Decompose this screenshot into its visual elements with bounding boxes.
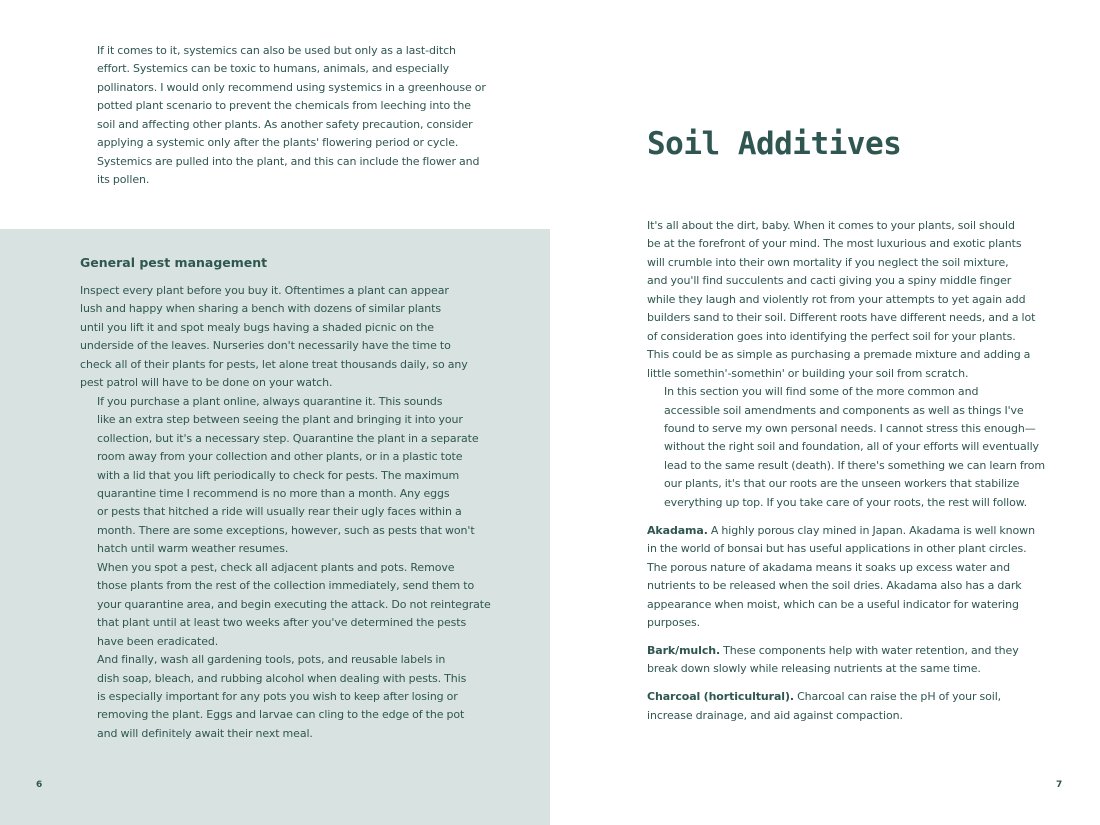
text-line: dish soap, bleach, and rubbing alcohol when dealing with pests. This (97, 671, 467, 685)
sidebar-paragraph-2 (80, 393, 480, 559)
text-line: increase drainage, and aid against compaction. (647, 708, 903, 722)
text-line: those plants from the rest of the collection immediately, send them to (97, 579, 475, 593)
text-line: hatch until warm weather resumes. (97, 542, 289, 556)
entry-term: Bark/mulch. (647, 643, 721, 657)
text-line: accessible soil amendments and components as well as things I've (664, 403, 1024, 417)
sidebar-body (80, 282, 491, 743)
text-line: or pests that hitched a ride will usually rear their ugly faces within a (97, 505, 462, 519)
text-line: month. There are some exceptions, however, such as pests that won't (97, 523, 475, 537)
text-line: its pollen. (97, 173, 150, 187)
text-line: and will definitely await their next meal. (97, 726, 313, 740)
text-line: until you lift it and spot mealy bugs having a shaded picnic on the (80, 320, 434, 334)
text-line: lead to the same result (death). If there's something we can learn from (664, 458, 1046, 472)
entry-text: Charcoal can raise the pH of your soil, (793, 690, 1002, 704)
text-line: will crumble into their own mortality if you neglect the soil mixture, (647, 255, 1009, 269)
text-line: our plants, it's that our roots are the unseen workers that stabilize (664, 477, 1020, 491)
text-line: The porous nature of akadama means it soaks up excess water and (647, 560, 1010, 574)
text-line: soil and affecting other plants. As another safety precaution, consider (97, 117, 473, 131)
sidebar-paragraph-1 (80, 282, 480, 393)
text-line: removing the plant. Eggs and larvae can cling to the edge of the pot (97, 708, 465, 722)
text-line: your quarantine area, and begin executing the attack. Do not reintegrate (97, 597, 491, 611)
text-line: little somethin'-somethin' or building your soil from scratch. (647, 366, 969, 380)
text-line: pest patrol will have to be done on your watch. (80, 376, 333, 390)
text-line: have been eradicated. (97, 634, 219, 648)
entry-text: These components help with water retention, and they (720, 643, 1019, 657)
text-line: quarantine time I recommend is no more than a month. Any eggs (97, 486, 450, 500)
entry-term: Charcoal (horticultural). (647, 690, 794, 704)
text-line: room away from your collection and other plants, or in a plastic tote (97, 450, 463, 464)
text-line: underside of the leaves. Nurseries don't necessarily have the time to (80, 339, 451, 353)
text-line: is especially important for any pots you wish to keep after losing or (97, 689, 458, 703)
text-line: of consideration goes into identifying the perfect soil for your plants. (647, 329, 1016, 343)
page-number: 6 (36, 780, 43, 790)
text-line: purposes. (647, 616, 701, 630)
entry-bark-mulch (647, 642, 1047, 679)
body-paragraph-2 (647, 383, 1047, 512)
text-line: And finally, wash all gardening tools, pots, and reusable labels in (97, 653, 446, 667)
entry-text: A highly porous clay mined in Japan. Akadama is well known (707, 523, 1035, 537)
text-line: nutrients to be released when the soil dries. Akadama also has a dark (647, 579, 1022, 593)
text-line: check all of their plants for pests, let alone treat thousands daily, so any (80, 357, 468, 371)
entry-akadama (647, 522, 1047, 633)
text-line: Systemics are pulled into the plant, and this can include the flower and (97, 154, 480, 168)
text-line: without the right soil and foundation, all of your efforts will eventually (664, 440, 1039, 454)
text-line: found to serve my own personal needs. I cannot stress this enough— (664, 421, 1036, 435)
text-line: and you'll find succulents and cacti giving you a spiny middle finger (647, 274, 1012, 288)
text-line: builders sand to their soil. Different roots have different needs, and a lot (647, 311, 1036, 325)
text-line: If it comes to it, systemics can also be used but only as a last-ditch (97, 44, 456, 57)
entry-term: Akadama. (647, 523, 708, 537)
text-line (647, 522, 1047, 540)
body-paragraph-1 (647, 217, 1047, 383)
text-line: In this section you will find some of the more common and (664, 385, 979, 399)
text-line: It's all about the dirt, baby. When it comes to your plants, soil should (647, 219, 1015, 232)
intro-paragraph (80, 42, 486, 190)
text-line: lush and happy when sharing a bench with dozens of similar plants (80, 302, 442, 316)
page-number: 7 (1056, 780, 1063, 790)
text-line: appearance when moist, which can be a useful indicator for watering (647, 597, 1019, 611)
text-line: effort. Systemics can be toxic to humans, animals, and especially (97, 62, 450, 76)
text-line: collection, but it's a necessary step. Quarantine the plant in a separate (97, 431, 479, 445)
text-line: If you purchase a plant online, always quarantine it. This sounds (97, 394, 443, 408)
text-line (647, 688, 1047, 706)
soil-additives-body (647, 217, 1047, 725)
section-title: Soil Additives (647, 126, 902, 162)
sidebar-heading: General pest management (80, 255, 268, 270)
text-line: in the world of bonsai but has useful applications in other plant circles. (647, 542, 1027, 556)
text-line: This could be as simple as purchasing a premade mixture and adding a (647, 348, 1031, 362)
intro-text (80, 42, 486, 190)
text-line: applying a systemic only after the plants' flowering period or cycle. (97, 136, 459, 150)
text-line: Inspect every plant before you buy it. Oftentimes a plant can appear (80, 284, 449, 297)
text-line: that plant until at least two weeks after you've determined the pests (97, 616, 467, 630)
text-line: while they laugh and violently rot from your attempts to yet again add (647, 292, 1026, 306)
text-line: everything up top. If you take care of your roots, the rest will follow. (664, 495, 1028, 509)
text-line: be at the forefront of your mind. The most luxurious and exotic plants (647, 237, 1022, 251)
entry-charcoal (647, 688, 1047, 725)
text-line: pollinators. I would only recommend using systemics in a greenhouse or (97, 80, 486, 94)
sidebar-paragraph-3 (80, 559, 491, 651)
text-line: When you spot a pest, check all adjacent plants and pots. Remove (97, 560, 455, 574)
text-line: with a lid that you lift periodically to check for pests. The maximum (97, 468, 460, 482)
sidebar-paragraph-4 (80, 651, 480, 743)
text-line: like an extra step between seeing the plant and bringing it into your (97, 413, 463, 427)
text-line: potted plant scenario to prevent the chemicals from leeching into the (97, 99, 471, 113)
text-line (647, 642, 1047, 660)
text-line: break down slowly while releasing nutrients at the same time. (647, 662, 981, 676)
